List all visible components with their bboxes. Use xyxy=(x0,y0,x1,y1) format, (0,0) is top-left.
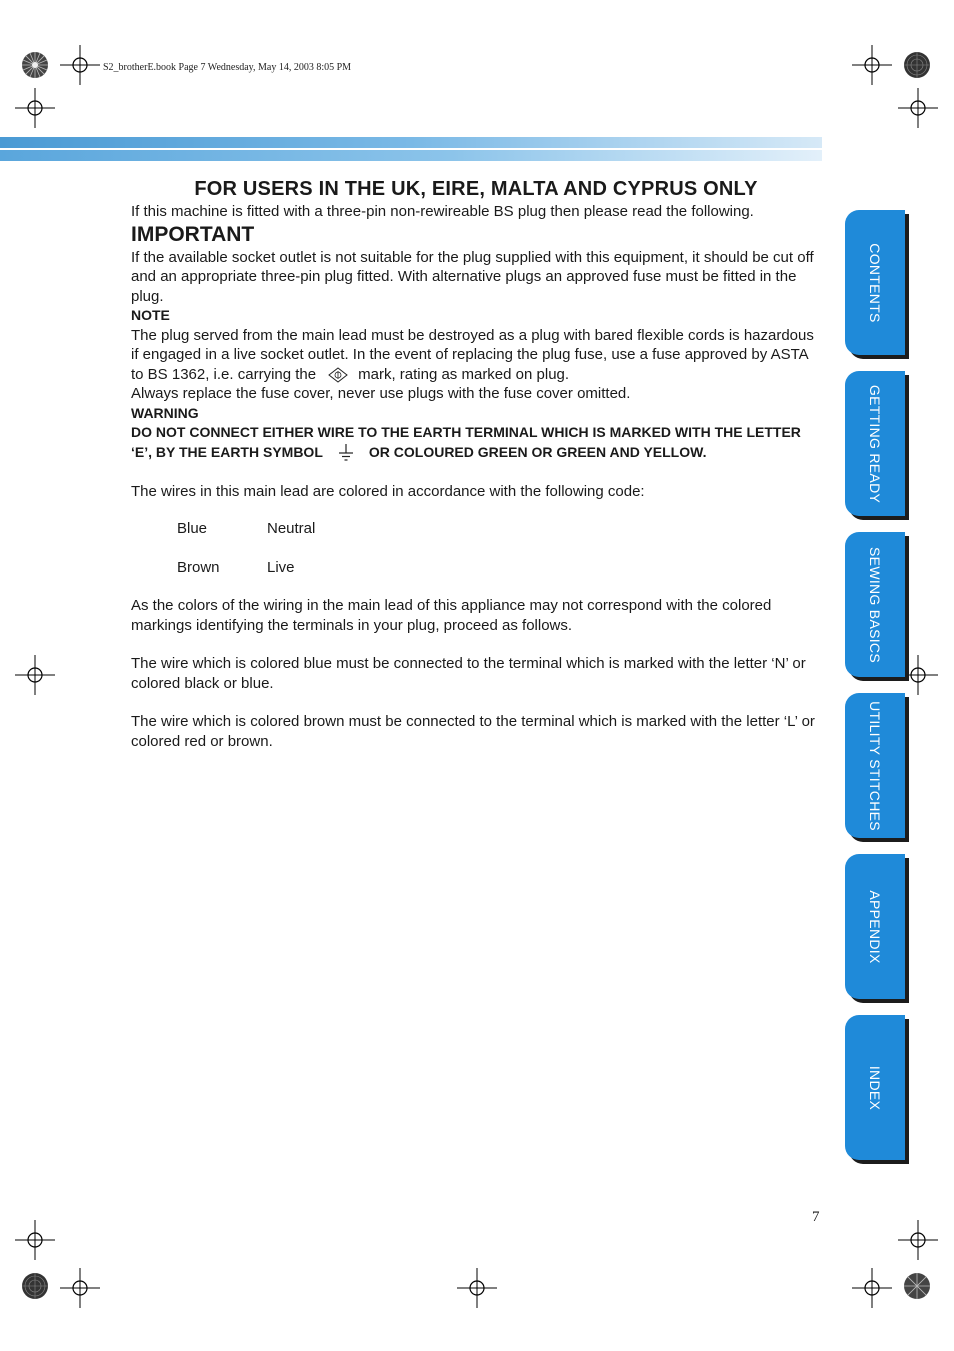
warning-text-2: OR COLOURED GREEN OR GREEN AND YELLOW. xyxy=(368,443,707,460)
tab-label: INDEX xyxy=(867,1065,883,1110)
table-row xyxy=(177,558,315,578)
note-paragraph xyxy=(131,326,821,404)
registration-mark-icon xyxy=(15,88,55,128)
tab-label: CONTENTS xyxy=(867,242,883,323)
page-number: 7 xyxy=(812,1209,820,1225)
band-bar-top xyxy=(0,137,822,148)
header-color-band xyxy=(0,137,822,161)
registration-mark-icon xyxy=(60,45,100,85)
band-bar-bottom xyxy=(0,150,822,161)
tab-utility-stitches[interactable] xyxy=(845,693,905,838)
note-text-1: The plug served from the main lead must be destroyed as a plug with bared flexible cords is hazardous if engaged in a live socket outlet. In the event of replacing the plug fuse, use a fuse approved by ASTA to BS 1362, i.e. carrying the xyxy=(131,326,814,383)
note-label: NOTE xyxy=(131,307,170,323)
registration-mark-icon xyxy=(457,1268,497,1308)
color-wheel-icon xyxy=(20,50,50,80)
tab-label: UTILITY STITCHES xyxy=(867,700,883,831)
table-row xyxy=(177,519,315,539)
page-content xyxy=(131,176,821,751)
warning-label: WARNING xyxy=(131,404,199,421)
wire-code-table xyxy=(177,519,315,577)
registration-mark-icon xyxy=(60,1268,100,1308)
tab-contents[interactable] xyxy=(845,210,905,355)
wire-color: Brown xyxy=(177,558,220,576)
note-text-2: mark, rating as marked on plug. xyxy=(358,365,570,383)
intro-paragraph: If this machine is fitted with a three-pin non-rewireable BS plug then please read the following. xyxy=(131,203,754,220)
warning-paragraph xyxy=(131,423,821,463)
color-wheel-icon xyxy=(902,1271,932,1301)
important-paragraph: If the available socket outlet is not suitable for the plug supplied with this equipment, it should be cut off and an appropriate three-pin plug fitted. With alternative plugs an approved fuse must be fitted in the plug. xyxy=(131,248,814,305)
warning-text-1: DO NOT CONNECT EITHER WIRE TO THE EARTH TERMINAL WHICH IS MARKED WITH THE LETTER ‘E’, BY THE EARTH SYMBOL xyxy=(131,424,801,460)
wire-code-intro: The wires in this main lead are colored in accordance with the following code: xyxy=(131,482,645,500)
blue-wire-paragraph: The wire which is colored blue must be connected to the terminal which is marked with the letter ‘N’ or colored black or blue. xyxy=(131,655,806,692)
registration-mark-icon xyxy=(898,88,938,128)
tab-getting-ready[interactable] xyxy=(845,371,905,516)
color-wheel-icon xyxy=(902,50,932,80)
registration-mark-icon xyxy=(852,45,892,85)
important-heading: IMPORTANT xyxy=(131,222,255,246)
wire-meaning: Neutral xyxy=(267,520,316,538)
tab-label: APPENDIX xyxy=(867,889,883,964)
wire-color: Blue xyxy=(177,520,208,538)
tab-label: SEWING BASICS xyxy=(867,546,883,663)
book-header-info: S2_brotherE.book Page 7 Wednesday, May 14, 2003 8:05 PM xyxy=(103,62,352,73)
note-text-3: Always replace the fuse cover, never use plugs with the fuse cover omitted. xyxy=(131,385,631,402)
registration-mark-icon xyxy=(898,1220,938,1260)
color-wheel-icon xyxy=(20,1271,50,1301)
colors-paragraph: As the colors of the wiring in the main lead of this appliance may not correspond with the colored markings identifying the terminals in your plug, proceed as follows. xyxy=(131,597,772,634)
registration-mark-icon xyxy=(15,655,55,695)
tab-label: GETTING READY xyxy=(867,384,883,503)
brown-wire-paragraph: The wire which is colored brown must be connected to the terminal which is marked with the letter ‘L’ or colored red or brown. xyxy=(131,713,815,750)
page-title: FOR USERS IN THE UK, EIRE, MALTA AND CYPRUS ONLY xyxy=(194,178,758,200)
tab-appendix[interactable] xyxy=(845,854,905,999)
registration-mark-icon xyxy=(15,1220,55,1260)
asta-mark-icon xyxy=(328,367,348,383)
tab-sewing-basics[interactable] xyxy=(845,532,905,677)
tab-index[interactable] xyxy=(845,1015,905,1160)
registration-mark-icon xyxy=(852,1268,892,1308)
earth-symbol-icon xyxy=(337,443,355,463)
wire-meaning: Live xyxy=(267,558,295,576)
